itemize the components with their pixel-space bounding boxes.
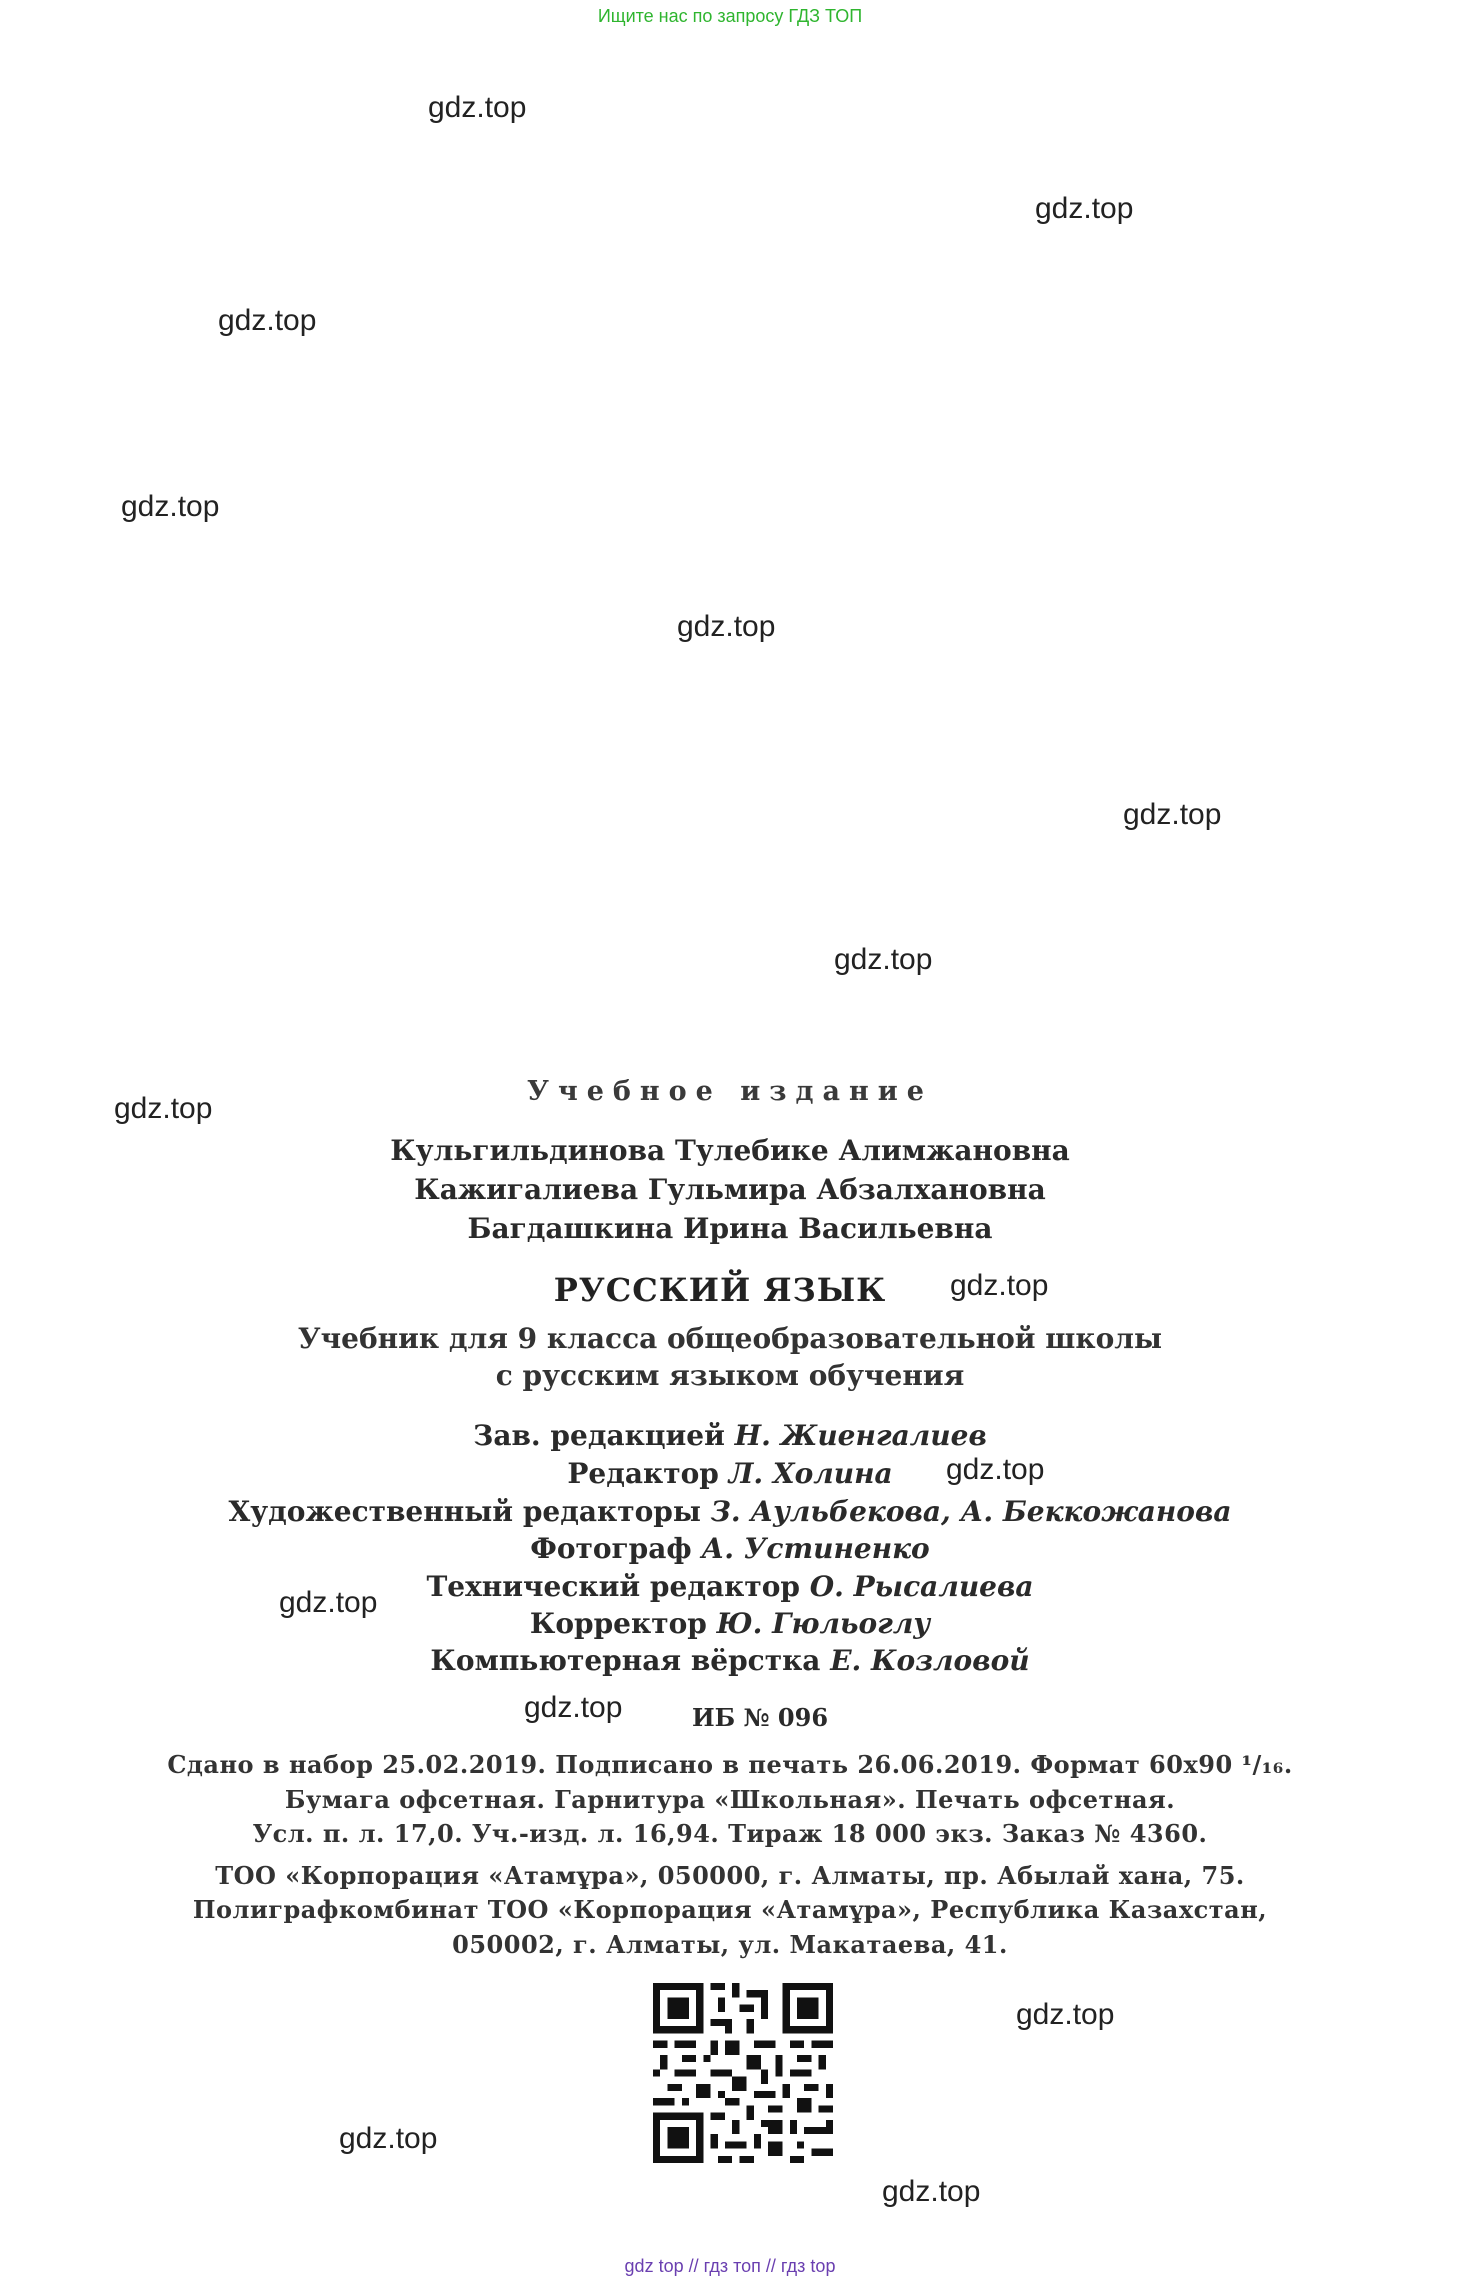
author-name: Кажигалиева Гульмира Абзалхановна: [414, 1173, 1046, 1206]
book-subtitle-line: Учебник для 9 класса общеобразовательной школы: [297, 1322, 1163, 1355]
staff-line: [0, 1495, 1460, 1528]
edition-type: Учебное издание: [527, 1076, 933, 1107]
staff-person: Ю. Гюльоглу: [716, 1607, 931, 1640]
watermark: gdz.top: [339, 2122, 438, 2155]
imprint-line: Бумага офсетная. Гарнитура «Школьная». Печать офсетная.: [284, 1785, 1176, 1814]
staff-role: Корректор: [529, 1607, 707, 1640]
staff-person: А. Устиненко: [701, 1532, 930, 1565]
book-subtitle-line: с русским языком обучения: [495, 1359, 965, 1392]
book-title: [0, 1271, 1460, 1309]
top-banner: Ищите нас по запросу ГДЗ ТОП: [597, 6, 863, 26]
staff-line: [0, 1419, 1460, 1452]
ib-number: [0, 1703, 1460, 1732]
footer-links: gdz top // гдз топ // гдз top: [624, 2256, 836, 2276]
staff-line: [0, 1457, 1460, 1490]
watermark: gdz.top: [218, 304, 317, 337]
staff-role: Зав. редакцией: [473, 1419, 725, 1452]
watermark: gdz.top: [428, 91, 527, 124]
staff-role: Редактор: [567, 1457, 719, 1490]
staff-person: Н. Жиенгалиев: [734, 1419, 987, 1452]
book-title-text: РУССКИЙ ЯЗЫК: [553, 1271, 887, 1309]
staff-line: [0, 1532, 1460, 1565]
staff-role: Технический редактор: [426, 1570, 800, 1603]
staff-role: Компьютерная вёрстка: [430, 1644, 821, 1677]
watermark: gdz.top: [524, 1691, 623, 1724]
staff-role: Художественный редакторы: [228, 1495, 701, 1528]
watermark: gdz.top: [1016, 1998, 1115, 2031]
staff-person: З. Аульбекова, А. Беккожанова: [710, 1495, 1232, 1528]
watermark: gdz.top: [1123, 798, 1222, 831]
ib-number-text: ИБ № 096: [691, 1703, 829, 1732]
imprint-line: Полиграфкомбинат ТОО «Корпорация «Атамұра», Республика Казахстан,: [192, 1895, 1268, 1924]
imprint-line: Усл. п. л. 17,0. Уч.-изд. л. 16,94. Тираж 18 000 экз. Заказ № 4360.: [252, 1819, 1208, 1848]
watermark: gdz.top: [834, 943, 933, 976]
staff-person: Е. Козловой: [830, 1644, 1030, 1677]
watermark: gdz.top: [882, 2175, 981, 2208]
staff-line: [0, 1607, 1460, 1640]
staff-line: [0, 1644, 1460, 1677]
watermark: gdz.top: [950, 1269, 1049, 1302]
imprint-line: ТОО «Корпорация «Атамұра», 050000, г. Алматы, пр. Абылай хана, 75.: [215, 1861, 1245, 1890]
staff-role: Фотограф: [530, 1532, 692, 1565]
watermark: gdz.top: [121, 490, 220, 523]
qr-code: [653, 1983, 833, 2163]
watermark: gdz.top: [677, 610, 776, 643]
staff-person: Л. Холина: [728, 1457, 893, 1490]
staff-person: О. Рысалиева: [809, 1570, 1034, 1603]
watermark: gdz.top: [1035, 192, 1134, 225]
author-name: Кульгильдинова Тулебике Алимжановна: [390, 1134, 1070, 1167]
watermark: gdz.top: [279, 1586, 378, 1619]
author-name: Багдашкина Ирина Васильевна: [467, 1212, 993, 1245]
watermark: gdz.top: [946, 1453, 1045, 1486]
imprint-line: Сдано в набор 25.02.2019. Подписано в печать 26.06.2019. Формат 60x90 ¹/₁₆.: [167, 1750, 1293, 1779]
imprint-line: 050002, г. Алматы, ул. Макатаева, 41.: [452, 1930, 1008, 1959]
watermark: gdz.top: [114, 1092, 213, 1125]
